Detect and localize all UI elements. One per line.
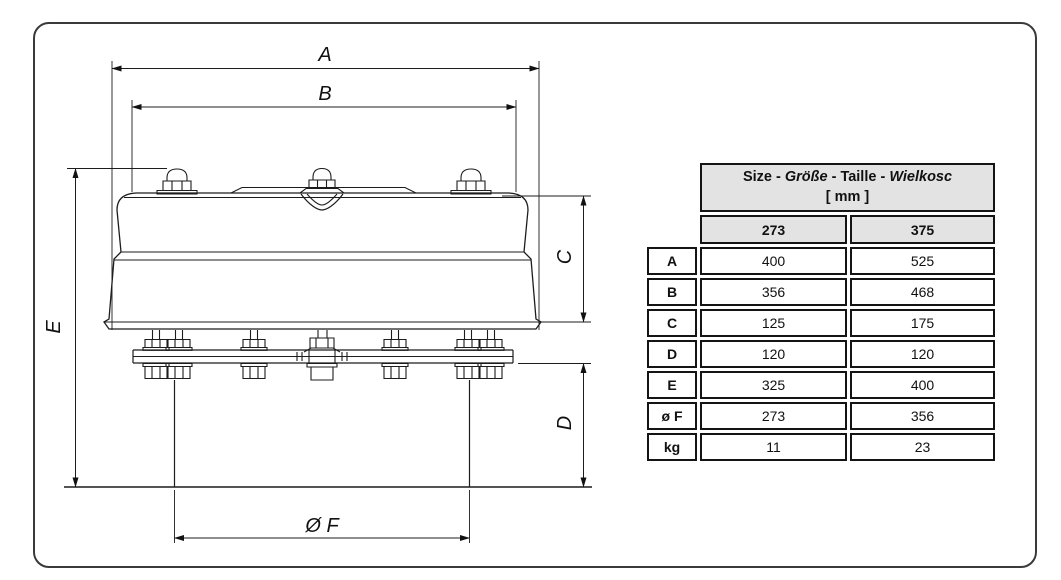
dim-label-e: E xyxy=(43,320,65,334)
row-label: C xyxy=(647,309,697,337)
table-header-unit: [ mm ] xyxy=(825,188,870,205)
dim-label-d: D xyxy=(554,415,576,431)
table-row xyxy=(647,433,995,461)
table-row xyxy=(647,340,995,368)
dimension-lines xyxy=(76,69,584,539)
row-label: B xyxy=(647,278,697,306)
extension-lines xyxy=(67,61,591,543)
center-clamp-v-outer xyxy=(301,194,343,210)
acorn-nut-right xyxy=(451,169,491,194)
row-value: 325 xyxy=(700,371,847,399)
row-value: 400 xyxy=(850,371,995,399)
row-value: 273 xyxy=(700,402,847,430)
row-label: D xyxy=(647,340,697,368)
row-label: A xyxy=(647,247,697,275)
row-value: 23 xyxy=(850,433,995,461)
size-column-header: 375 xyxy=(850,215,995,244)
lid-outline xyxy=(104,193,541,329)
center-bolt xyxy=(297,330,347,380)
row-value: 120 xyxy=(850,340,995,368)
table-corner-spacer xyxy=(647,215,697,244)
table-corner-spacer xyxy=(647,163,697,212)
dimensions-table-grid xyxy=(644,160,998,464)
table-row xyxy=(647,402,995,430)
row-label: E xyxy=(647,371,697,399)
center-nut-washer xyxy=(300,189,344,194)
dim-label-f: Ø F xyxy=(305,515,339,537)
table-row xyxy=(647,309,995,337)
acorn-nut-left xyxy=(157,169,197,194)
row-value: 356 xyxy=(700,278,847,306)
row-value: 120 xyxy=(700,340,847,368)
pipe xyxy=(175,380,470,487)
dim-label-c: C xyxy=(554,249,576,265)
table-row xyxy=(647,247,995,275)
center-clamp-v-inner xyxy=(307,194,337,205)
row-value: 525 xyxy=(850,247,995,275)
dim-label-b: B xyxy=(318,83,332,105)
row-value: 400 xyxy=(700,247,847,275)
acorn-nut-center xyxy=(309,169,335,189)
flange-assembly xyxy=(133,350,513,363)
dome-lid xyxy=(104,188,541,330)
row-value: 468 xyxy=(850,278,995,306)
row-value: 125 xyxy=(700,309,847,337)
row-value: 356 xyxy=(850,402,995,430)
dimensions-table xyxy=(644,160,998,464)
table-row xyxy=(647,371,995,399)
row-label: kg xyxy=(647,433,697,461)
size-column-header: 273 xyxy=(700,215,847,244)
row-label: ø F xyxy=(647,402,697,430)
row-value: 175 xyxy=(850,309,995,337)
flange-bolts xyxy=(143,330,504,379)
row-value: 11 xyxy=(700,433,847,461)
table-header-title: Size - Größe - Taille - Wielkosc [ mm ] xyxy=(700,163,995,212)
table-row xyxy=(647,278,995,306)
dim-label-a: A xyxy=(318,44,332,66)
